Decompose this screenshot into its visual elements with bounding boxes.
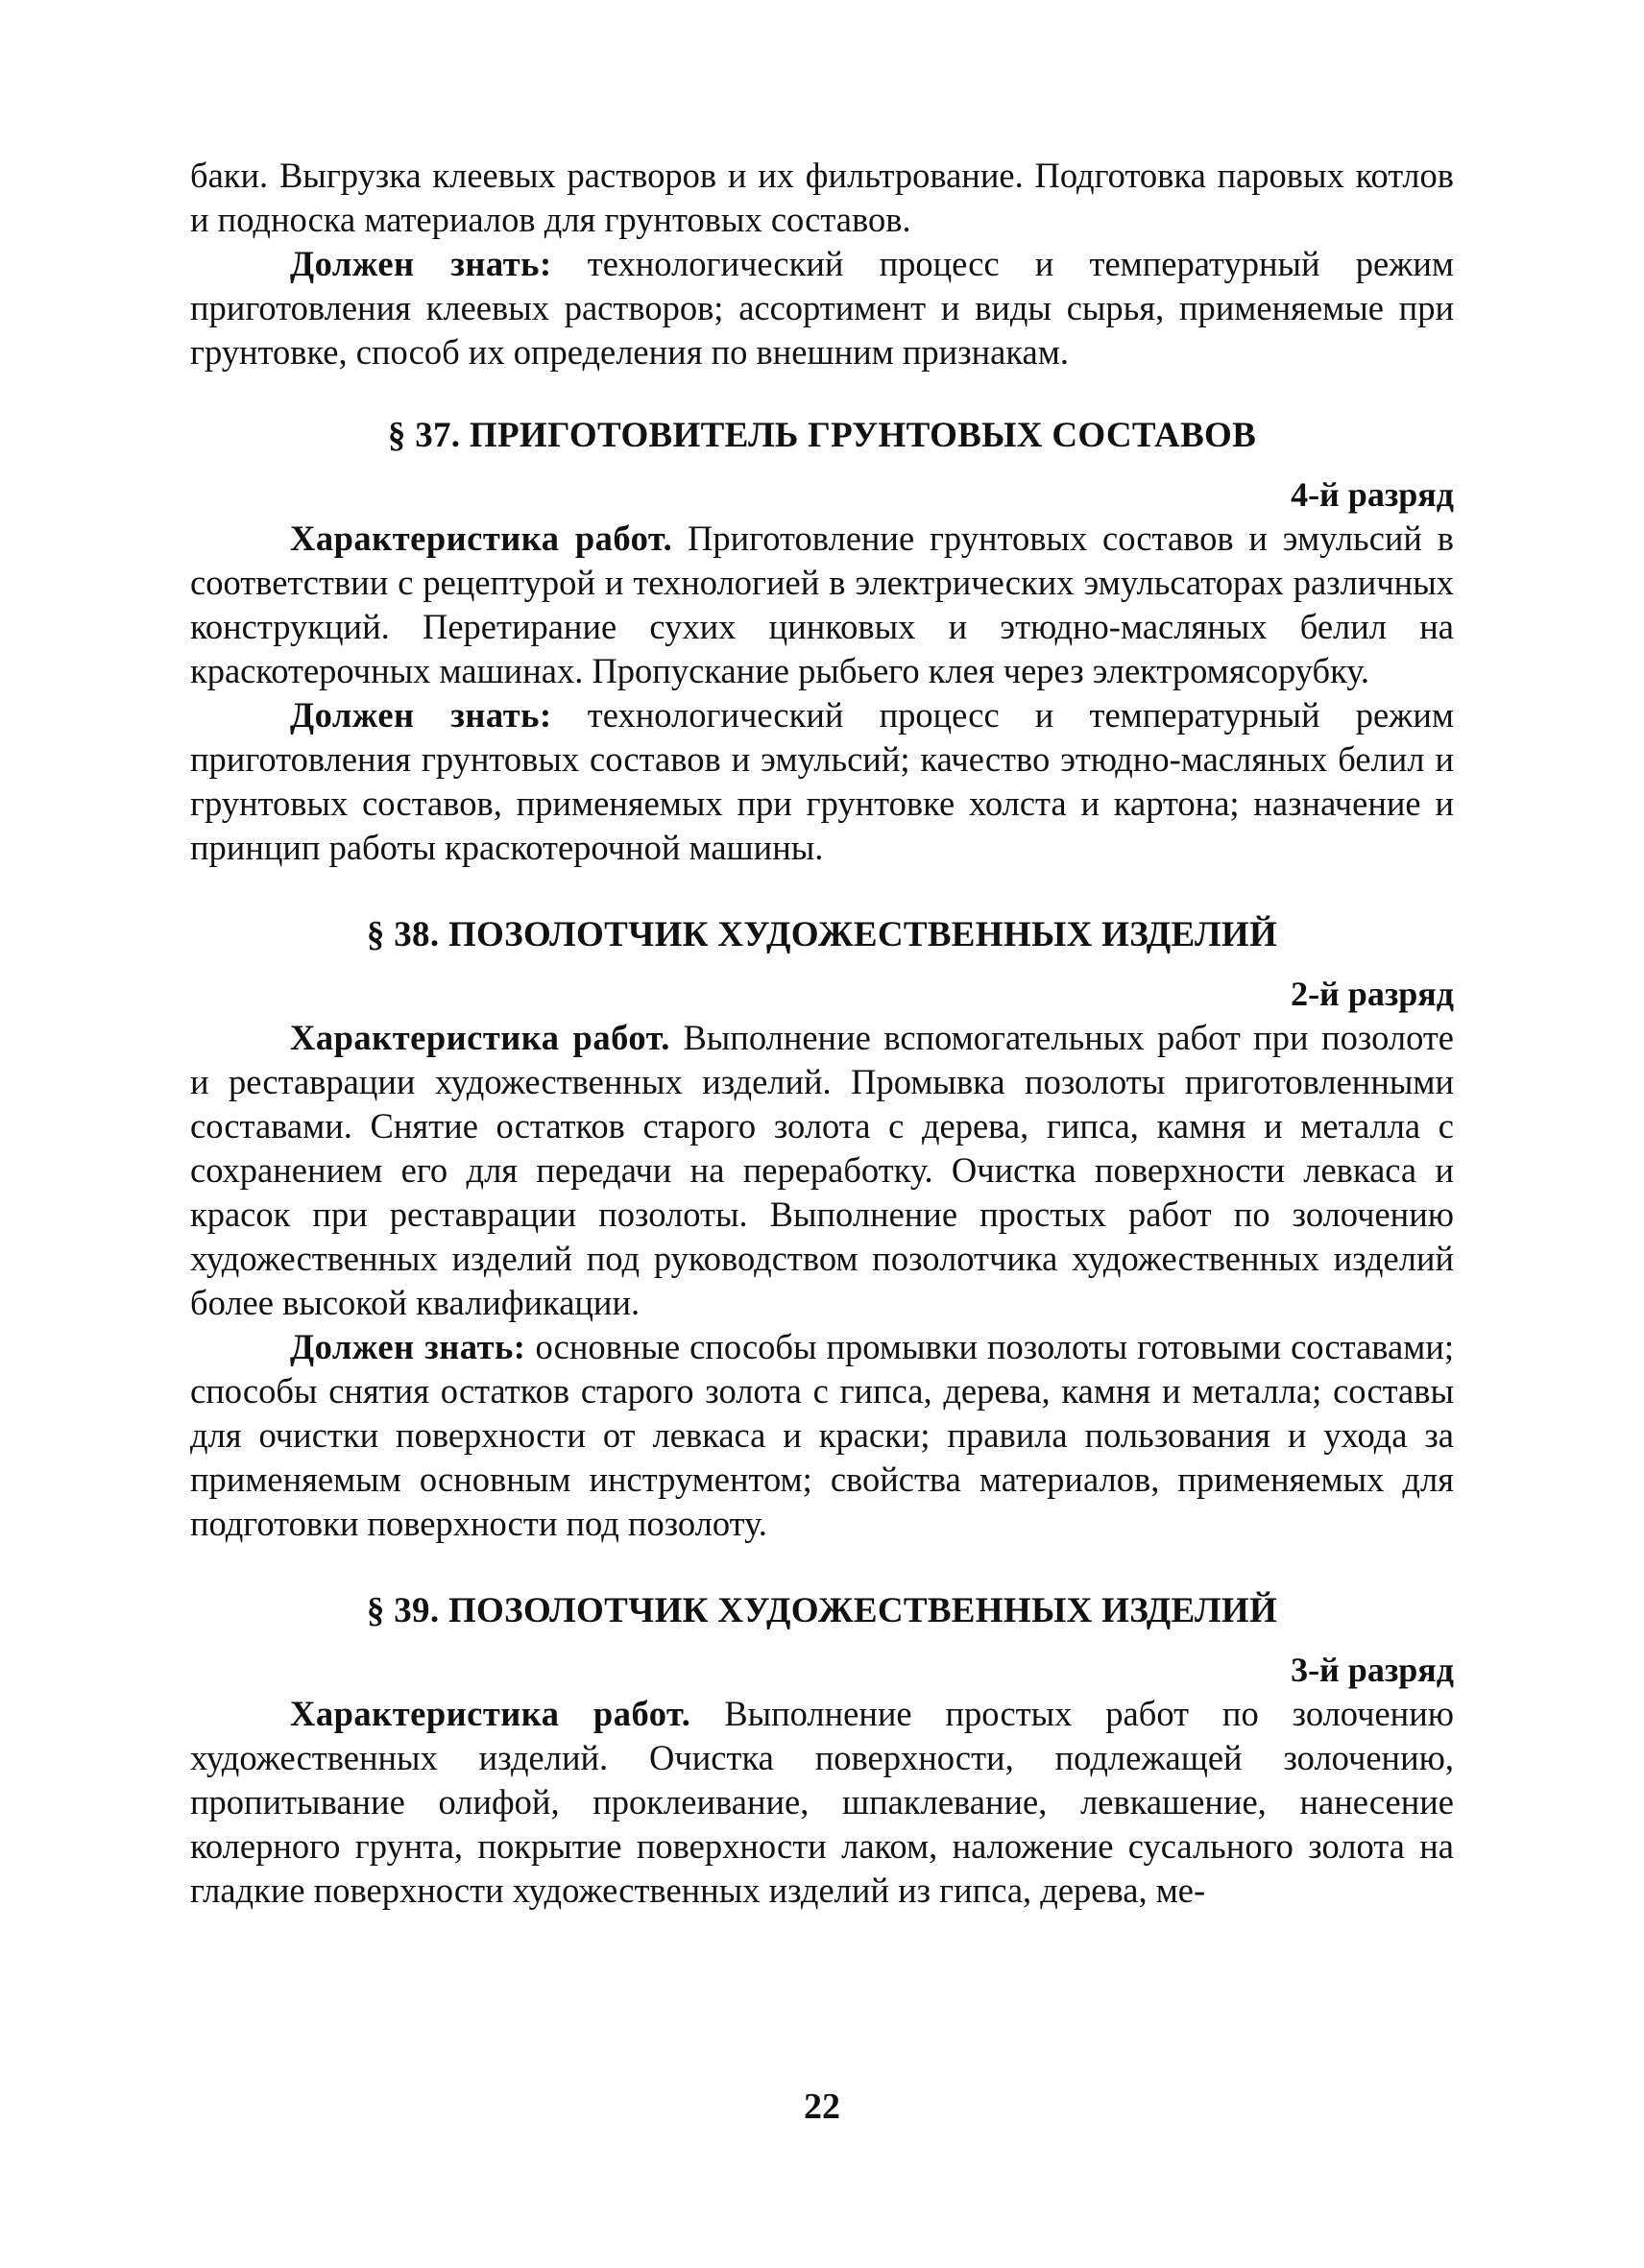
- section-37-know-paragraph: [190, 693, 1454, 870]
- work-characteristics-label: Характеристика работ.: [290, 1694, 691, 1733]
- work-characteristics-label: Характеристика работ.: [290, 1018, 670, 1057]
- must-know-label: Должен знать:: [290, 244, 552, 283]
- section-38-heading: § 38. ПОЗОЛОТЧИК ХУДОЖЕСТВЕННЫХ ИЗДЕЛИЙ: [366, 915, 1278, 954]
- work-characteristics-text: Приготовление грунтовых составов и эмульсий в соответствии с рецептурой и технологией в электрических эмульсаторах различных конструкций. Перетирание сухих цинковых и этюдно-масляных белил на краскотерочных машинах. Пропускание рыбьего клея через электромясорубку.: [190, 519, 1454, 690]
- section-37-rank: 4-й разряд: [1291, 475, 1454, 514]
- continuation-paragraph: баки. Выгрузка клеевых растворов и их фильтрование. Подготовка паровых котлов и подноска материалов для грунтовых составов.: [190, 156, 1454, 239]
- must-know-text: технологический процесс и температурный режим приготовления грунтовых составов и эмульсий; качество этюдно-масляных белил и грунтовых составов, применяемых при грунтовке холста и картона; назначение и принцип работы краскотерочной машины.: [190, 695, 1454, 867]
- must-know-label: Должен знать:: [290, 1327, 526, 1366]
- document-page: [190, 154, 1454, 2189]
- section-39-heading: § 39. ПОЗОЛОТЧИК ХУДОЖЕСТВЕННЫХ ИЗДЕЛИЙ: [366, 1591, 1278, 1630]
- section-38-rank: 2-й разряд: [1291, 975, 1454, 1013]
- continuation-must-know-paragraph: [190, 242, 1454, 374]
- work-characteristics-text: Выполнение вспомогательных работ при позолоте и реставрации художественных изделий. Промывка позолоты приготовленными составами. Снятие остатков старого золота с дерева, гипса, камня и металла с сохранением его для передачи на переработку. Очистка поверхности левкаса и красок при реставрации позолоты. Выполнение простых работ по золочению художественных изделий под руководством позолотчика художественных изделий более высокой квалификации.: [190, 1018, 1454, 1322]
- section-39-rank: 3-й разряд: [1291, 1651, 1454, 1689]
- must-know-label: Должен знать:: [290, 695, 552, 735]
- section-38-know-paragraph: [190, 1325, 1454, 1546]
- work-characteristics-label: Характеристика работ.: [290, 519, 673, 558]
- section-38-work-paragraph: [190, 1016, 1454, 1325]
- section-39-work-paragraph: [190, 1692, 1454, 1913]
- must-know-text: технологический процесс и температурный режим приготовления клеевых растворов; ассортимент и виды сырья, применяемые при грунтовке, способ их определения по внешним признакам.: [190, 244, 1454, 372]
- section-37-heading: § 37. ПРИГОТОВИТЕЛЬ ГРУНТОВЫХ СОСТАВОВ: [387, 416, 1257, 455]
- must-know-text: основные способы промывки позолоты готовыми составами; способы снятия остатков старого золота с гипса, дерева, камня и металла; составы для очистки поверхности от левкаса и краски; правила пользования и ухода за применяемым основным инструментом; свойства материалов, применяемых для подготовки поверхности под позолоту.: [190, 1327, 1454, 1543]
- section-37-work-paragraph: [190, 517, 1454, 693]
- page-number: 22: [804, 2087, 840, 2127]
- work-characteristics-text: Выполнение простых работ по золочению художественных изделий. Очистка поверхности, подлежащей золочению, пропитывание олифой, проклеивание, шпаклевание, левкашение, нанесение колерного грунта, покрытие поверхности лаком, наложение сусального золота на гладкие поверхности художественных изделий из гипса, дерева, ме-: [190, 1694, 1454, 1910]
